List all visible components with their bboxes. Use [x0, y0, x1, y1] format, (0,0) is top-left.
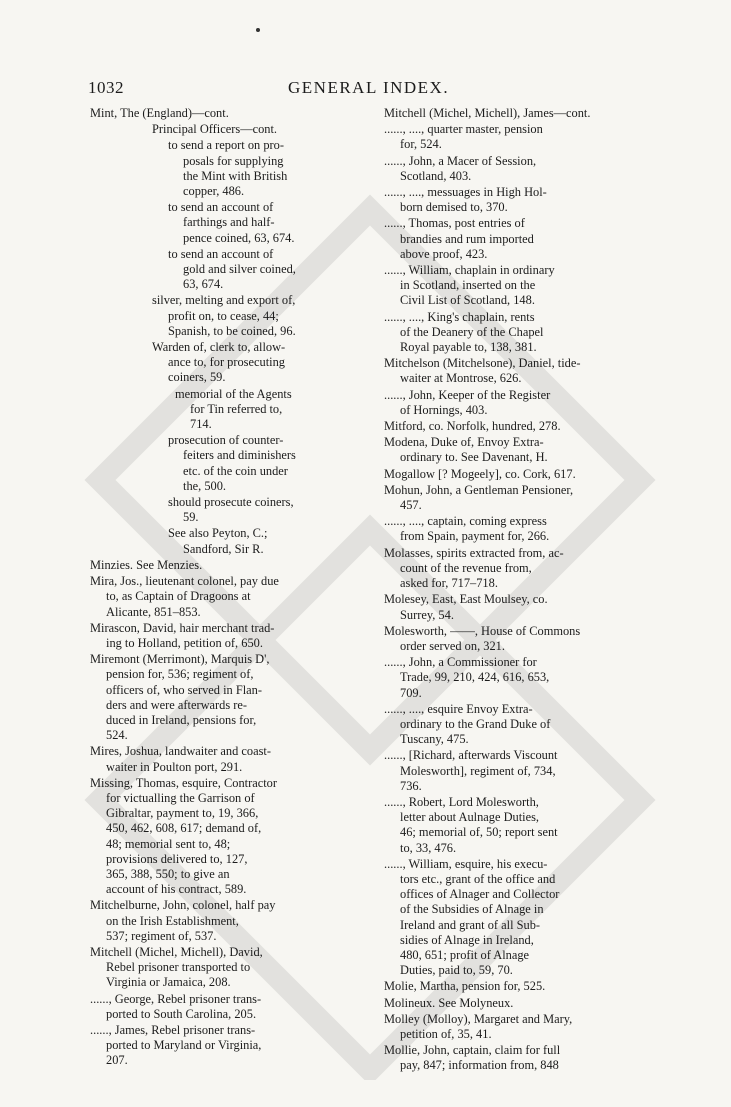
index-entry-line: ......, William, chaplain in ordinary: [384, 263, 555, 278]
index-entry: [90, 106, 362, 121]
index-entry-line: ance to, for prosecuting: [168, 355, 285, 370]
index-entry: [90, 574, 362, 620]
index-entry-line: for, 524.: [400, 137, 442, 152]
index-entry-line: should prosecute coiners,: [168, 495, 294, 510]
index-entry-line: to send a report on pro-: [168, 138, 284, 153]
index-entry-line: ordinary to. See Davenant, H.: [400, 450, 548, 465]
index-entry: [90, 138, 362, 199]
index-entry-line: for Tin referred to,: [190, 401, 283, 416]
index-entry-line: 457.: [400, 498, 422, 513]
index-entry-line: 480, 651; profit of Alnage: [400, 947, 530, 962]
index-entry-line: pay, 847; information from, 848: [400, 1058, 559, 1073]
index-entry-line: pension for, 536; regiment of,: [106, 667, 254, 682]
index-entry-line: See also Peyton, C.;: [168, 526, 268, 541]
index-entry-line: Virginia or Jamaica, 208.: [106, 975, 231, 990]
index-entry: [90, 744, 362, 774]
index-entry-line: 736.: [400, 778, 422, 793]
index-entry: [384, 435, 646, 465]
index-entry-line: Mollie, John, captain, claim for full: [384, 1043, 561, 1058]
index-entry-line: brandies and rum imported: [400, 231, 534, 246]
index-entry-line: of the Subsidies of Alnage in: [400, 902, 544, 917]
index-entry-line: duced in Ireland, pensions for,: [106, 712, 257, 727]
index-entry: [384, 514, 646, 544]
index-entry: [90, 247, 362, 293]
index-entry-line: 48; memorial sent to, 48;: [106, 836, 231, 851]
index-entry-line: ......, James, Rebel prisoner trans-: [90, 1022, 256, 1037]
index-entry-line: ......, John, a Commissioner for: [384, 655, 537, 670]
index-entry-line: ders and were afterwards re-: [106, 697, 248, 712]
index-entry-line: ing to Holland, petition of, 650.: [106, 635, 263, 650]
index-entry: [384, 979, 646, 994]
index-entry-line: 365, 388, 550; to give an: [106, 866, 230, 881]
index-entry-line: coiners, 59.: [168, 370, 226, 385]
index-entry: [384, 592, 646, 622]
index-entry: [90, 433, 362, 494]
index-entry-line: ......, John, Keeper of the Register: [384, 387, 551, 402]
index-entry: [384, 748, 646, 794]
index-entry-line: 537; regiment of, 537.: [106, 928, 217, 943]
index-entry: [384, 483, 646, 513]
index-entry-line: Mint, The (England)—cont.: [90, 106, 229, 120]
index-entry: [384, 857, 646, 979]
running-head: GENERAL INDEX.: [288, 78, 450, 97]
index-entry: [90, 652, 362, 743]
index-entry-line: memorial of the Agents: [175, 386, 292, 401]
index-entry-line: Mogallow [? Mogeely], co. Cork, 617.: [384, 466, 576, 481]
index-entry-line: in Scotland, inserted on the: [400, 278, 536, 293]
index-entry-line: Miremont (Merrimont), Marquis D',: [90, 652, 270, 667]
index-entry: [90, 945, 362, 991]
index-entry-line: to send an account of: [168, 200, 274, 215]
index-entry-line: to send an account of: [168, 246, 274, 261]
index-entry-line: ......, ...., King's chaplain, rents: [384, 309, 535, 324]
index-entry-line: 450, 462, 608, 617; demand of,: [106, 821, 262, 836]
index-entry: [384, 419, 646, 434]
index-column-right: [384, 106, 646, 1075]
index-entry-line: order served on, 321.: [400, 638, 505, 653]
index-entry: [384, 1012, 646, 1042]
index-entry-line: ......, John, a Macer of Session,: [384, 153, 537, 168]
index-entry-line: Molley (Molloy), Margaret and Mary,: [384, 1011, 573, 1026]
index-entry-line: Minzies. See Menzies.: [90, 557, 203, 572]
page-number: 1032: [88, 78, 124, 97]
index-entry-line: Missing, Thomas, esquire, Contractor: [90, 775, 277, 790]
index-entry-line: etc. of the coin under: [183, 463, 288, 478]
index-entry: [384, 655, 646, 701]
index-entry-line: prosecution of counter-: [168, 433, 284, 448]
index-entry-line: ......, William, esquire, his execu-: [384, 856, 548, 871]
index-entry-line: Alicante, 851–853.: [106, 604, 201, 619]
index-entry-line: Warden of, clerk to, allow-: [152, 340, 286, 355]
index-entry-line: waiter in Poulton port, 291.: [106, 759, 243, 774]
index-entry: [384, 356, 646, 386]
index-entry-line: ......, ...., messuages in High Hol-: [384, 185, 547, 200]
index-entry-line: Molesworth], regiment of, 734,: [400, 763, 556, 778]
index-entry-line: Molasses, spirits extracted from, ac-: [384, 545, 564, 560]
index-entry: [384, 795, 646, 856]
index-entry-line: ......, George, Rebel prisoner trans-: [90, 991, 262, 1006]
index-entry: [90, 1023, 362, 1069]
index-entry-line: 59.: [183, 510, 199, 525]
index-entry-line: 714.: [190, 417, 212, 432]
index-entry-line: Trade, 99, 210, 424, 616, 653,: [400, 670, 550, 685]
index-entry-line: ......, ...., quarter master, pension: [384, 122, 543, 137]
index-entry-line: Spanish, to be coined, 96.: [168, 323, 296, 338]
index-entry-line: Molie, Martha, pension for, 525.: [384, 979, 546, 994]
index-entry: [90, 898, 362, 944]
index-entry-line: waiter at Montrose, 626.: [400, 371, 522, 386]
index-entry: [384, 263, 646, 309]
index-entry-line: born demised to, 370.: [400, 200, 508, 215]
index-entry: [384, 624, 646, 654]
index-entry-line: Gibraltar, payment to, 19, 366,: [106, 806, 259, 821]
index-entry: [384, 310, 646, 356]
index-entry-line: to, 33, 476.: [400, 840, 457, 855]
index-entry-line: for victualling the Garrison of: [106, 790, 255, 805]
index-entry-line: Molineux. See Molyneux.: [384, 995, 514, 1010]
index-entry-line: the Mint with British: [183, 168, 288, 183]
index-entry: [384, 467, 646, 482]
index-entry: [90, 122, 362, 137]
index-entry-line: ......, ...., captain, coming express: [384, 514, 547, 529]
index-entry-line: officers of, who served in Flan-: [106, 682, 262, 697]
index-entry-line: silver, melting and export of,: [152, 293, 296, 308]
index-entry-line: Scotland, 403.: [400, 168, 472, 183]
index-entry-line: petition of, 35, 41.: [400, 1026, 492, 1041]
index-entry-line: posals for supplying: [183, 153, 284, 168]
index-entry-line: Mitchelburne, John, colonel, half pay: [90, 898, 276, 913]
index-entry-line: farthings and half-: [183, 215, 275, 230]
index-entry: [384, 1043, 646, 1073]
index-entry: [90, 495, 362, 525]
index-entry-line: 524.: [106, 728, 128, 743]
index-entry-line: sidies of Alnage in Ireland,: [400, 932, 534, 947]
index-entry: [90, 526, 362, 556]
index-entry-line: 63, 674.: [183, 277, 224, 292]
index-entry: [90, 293, 362, 339]
index-entry-line: ordinary to the Grand Duke of: [400, 716, 551, 731]
index-entry-line: Mitchell (Michel, Michell), James—cont.: [384, 106, 591, 120]
index-entry: [384, 388, 646, 418]
index-entry-line: Surrey, 54.: [400, 607, 454, 622]
index-entry-line: of Hornings, 403.: [400, 402, 488, 417]
index-entry-line: Mira, Jos., lieutenant colonel, pay due: [90, 574, 279, 589]
index-entry: [384, 546, 646, 592]
index-entry-line: copper, 486.: [183, 184, 245, 199]
index-entry: [384, 154, 646, 184]
index-entry-line: feiters and diminishers: [183, 448, 296, 463]
index-entry-line: ported to South Carolina, 205.: [106, 1006, 257, 1021]
index-entry: [90, 776, 362, 898]
index-entry-line: gold and silver coined,: [183, 262, 296, 277]
index-entry-line: Ireland and grant of all Sub-: [400, 917, 541, 932]
index-entry: [90, 992, 362, 1022]
index-entry-line: Sandford, Sir R.: [183, 541, 264, 556]
index-entry-line: Mirascon, David, hair merchant trad-: [90, 620, 275, 635]
index-entry: [384, 122, 646, 152]
index-entry-line: letter about Aulnage Duties,: [400, 810, 540, 825]
index-entry-line: above proof, 423.: [400, 246, 488, 261]
index-entry-line: Rebel prisoner transported to: [106, 960, 251, 975]
index-entry-line: tors etc., grant of the office and: [400, 871, 556, 886]
index-entry-line: Mires, Joshua, landwaiter and coast-: [90, 744, 271, 759]
index-entry: [384, 996, 646, 1011]
index-entry-line: Mohun, John, a Gentleman Pensioner,: [384, 482, 574, 497]
index-entry-line: account of his contract, 589.: [106, 882, 247, 897]
index-entry: [384, 216, 646, 262]
index-entry-line: Duties, paid to, 59, 70.: [400, 963, 513, 978]
index-entry: [384, 106, 646, 121]
index-entry-line: 46; memorial of, 50; report sent: [400, 825, 558, 840]
index-entry: [90, 558, 362, 573]
index-entry-line: profit on, to cease, 44;: [168, 308, 279, 323]
index-entry-line: Principal Officers—cont.: [152, 122, 278, 137]
index-entry-line: Modena, Duke of, Envoy Extra-: [384, 435, 544, 450]
index-entry-line: ......, ...., esquire Envoy Extra-: [384, 701, 533, 716]
index-entry-line: provisions delivered to, 127,: [106, 851, 248, 866]
index-entry-line: the, 500.: [183, 478, 227, 493]
index-entry-line: Mitchell (Michel, Michell), David,: [90, 944, 263, 959]
index-entry-line: to, as Captain of Dragoons at: [106, 589, 251, 604]
index-entry-line: Molesworth, ——, House of Commons: [384, 623, 581, 638]
index-entry: [90, 200, 362, 246]
index-entry-line: ......, Robert, Lord Molesworth,: [384, 794, 539, 809]
print-mark: [256, 28, 260, 32]
index-entry-line: offices of Alnager and Collector: [400, 887, 560, 902]
index-entry-line: Royal payable to, 138, 381.: [400, 340, 537, 355]
index-entry-line: asked for, 717–718.: [400, 576, 498, 591]
index-entry-line: Mitford, co. Norfolk, hundred, 278.: [384, 419, 561, 434]
index-entry-line: Molesey, East, East Moulsey, co.: [384, 592, 548, 607]
index-entry-line: pence coined, 63, 674.: [183, 230, 295, 245]
index-entry-line: from Spain, payment for, 266.: [400, 529, 550, 544]
index-entry: [90, 387, 362, 433]
index-entry-line: Tuscany, 475.: [400, 732, 469, 747]
index-entry-line: Mitchelson (Mitchelsone), Daniel, tide-: [384, 356, 581, 371]
index-entry: [90, 621, 362, 651]
index-entry-line: ......, Thomas, post entries of: [384, 216, 525, 231]
index-entry: [90, 340, 362, 386]
index-entry: [384, 702, 646, 748]
index-entry-line: ported to Maryland or Virginia,: [106, 1038, 262, 1053]
index-column-left: [90, 106, 362, 1070]
index-entry-line: 709.: [400, 685, 422, 700]
index-entry-line: 207.: [106, 1053, 128, 1068]
index-entry: [384, 185, 646, 215]
index-entry-line: of the Deanery of the Chapel: [400, 324, 544, 339]
index-entry-line: Civil List of Scotland, 148.: [400, 293, 535, 308]
index-entry-line: count of the revenue from,: [400, 560, 532, 575]
index-entry-line: ......, [Richard, afterwards Viscount: [384, 748, 558, 763]
index-entry-line: on the Irish Establishment,: [106, 913, 239, 928]
